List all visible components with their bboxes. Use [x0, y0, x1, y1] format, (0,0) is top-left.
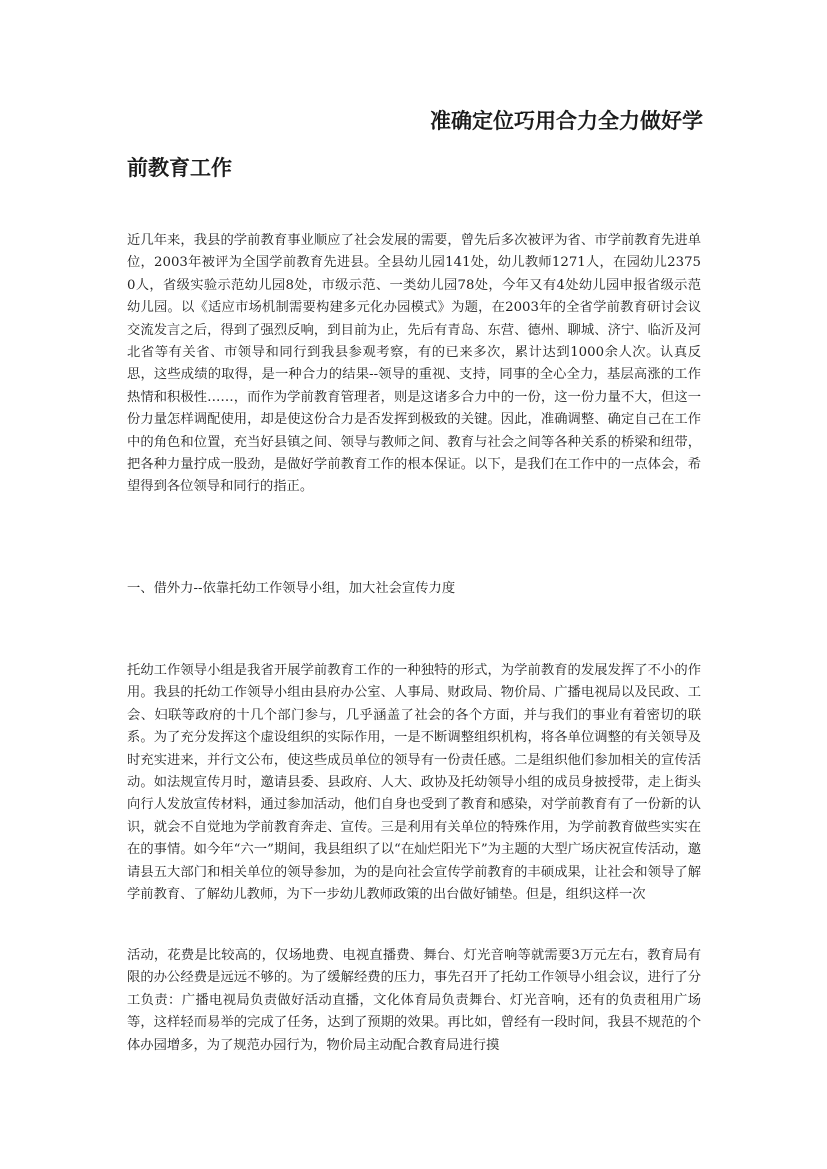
section-body-continuation: 活动，花费是比较高的，仅场地费、电视直播费、舞台、灯光音响等就需要3万元左右，教育局有限的办公经费是远远不够的。为了缓解经费的压力，事先召开了托幼工作领导小组会议，进行了分工负责：广播电视局负责做好活动直播，文化体育局负责舞台、灯光音响，还有的负责租用广场等，这样轻而易举的完成了任务，达到了预期的效果。再比如，曾经有一段时间，我县不规范的个体办园增多，为了规范办园行为，物价局主动配合教育局进行摸 [127, 948, 701, 1053]
section-body-paragraph: 托幼工作领导小组是我省开展学前教育工作的一种独特的形式，为学前教育的发展发挥了不小的作用。我县的托幼工作领导小组由县府办公室、人事局、财政局、物价局、广播电视局以及民政、工会、妇联等政府的十几个部门参与，几乎涵盖了社会的各个方面，并与我们的事业有着密切的联系。为了充分发挥这个虚设组织的实际作用，一是不断调整组织机构，将各单位调整的有关领导及时充实进来，并行文公布，使这些成员单位的领导有一份责任感。二是组织他们参加相关的宣传活动。如法规宣传月时，邀请县委、县政府、人大、政协及托幼领导小组的成员身披授带，走上街头向行人发放宣传材料，通过参加活动，他们自身也受到了教育和感染，对学前教育有了一份新的认识，就会不自觉地为学前教育奔走、宣传。三是利用有关单位的特殊作用，为学前教育做些实实在在的事情。如今年“六一”期间，我县组织了以“在灿烂阳光下”为主题的大型广场庆祝宣传活动，邀请县五大部门和相关单位的领导参加，为的是向社会宣传学前教育的丰硕成果，让社会和领导了解学前教育、了解幼儿教师，为下一步幼儿教师政策的出台做好铺垫。但是，组织这样一次 [127, 663, 701, 903]
intro-paragraph: 近几年来，我县的学前教育事业顺应了社会发展的需要，曾先后多次被评为省、市学前教育先进单位，2003年被评为全国学前教育先进县。全县幼儿园141处，幼儿教师1271人，在园幼儿23750人，省级实验示范幼儿园8处，市级示范、一类幼儿园78处，今年又有4处幼儿园申报省级示范幼儿园。以《适应市场机制需要构建多元化办园模式》为题，在2003年的全省学前教育研讨会议交流发言之后，得到了强烈反响，到目前为止，先后有青岛、东营、德州、聊城、济宁、临沂及河北省等有关省、市领导和同行到我县参观考察，有的已来多次，累计达到1000余人次。认真反思，这些成绩的取得，是一种合力的结果--领导的重视、支持，同事的全心全力，基层高涨的工作热情和积极性……，而作为学前教育管理者，则是这诸多合力中的一份，这一份力量不大，但这一份力量怎样调配使用，却是使这份合力是否发挥到极致的关键。因此，准确调整、确定自己在工作中的角色和位置，充当好县镇之间、领导与教师之间、教育与社会之间等各种关系的桥梁和纽带，把各种力量拧成一股劲，是做好学前教育工作的根本保证。以下，是我们在工作中的一点体会，希望得到各位领导和同行的指正。 [127, 233, 701, 495]
document-title-line1: 准确定位巧用合力全力做好学 [430, 109, 703, 133]
section-heading: 一、借外力--依靠托幼工作领导小组，加大社会宣传力度 [127, 581, 456, 596]
document-title-line2: 前教育工作 [127, 156, 232, 180]
